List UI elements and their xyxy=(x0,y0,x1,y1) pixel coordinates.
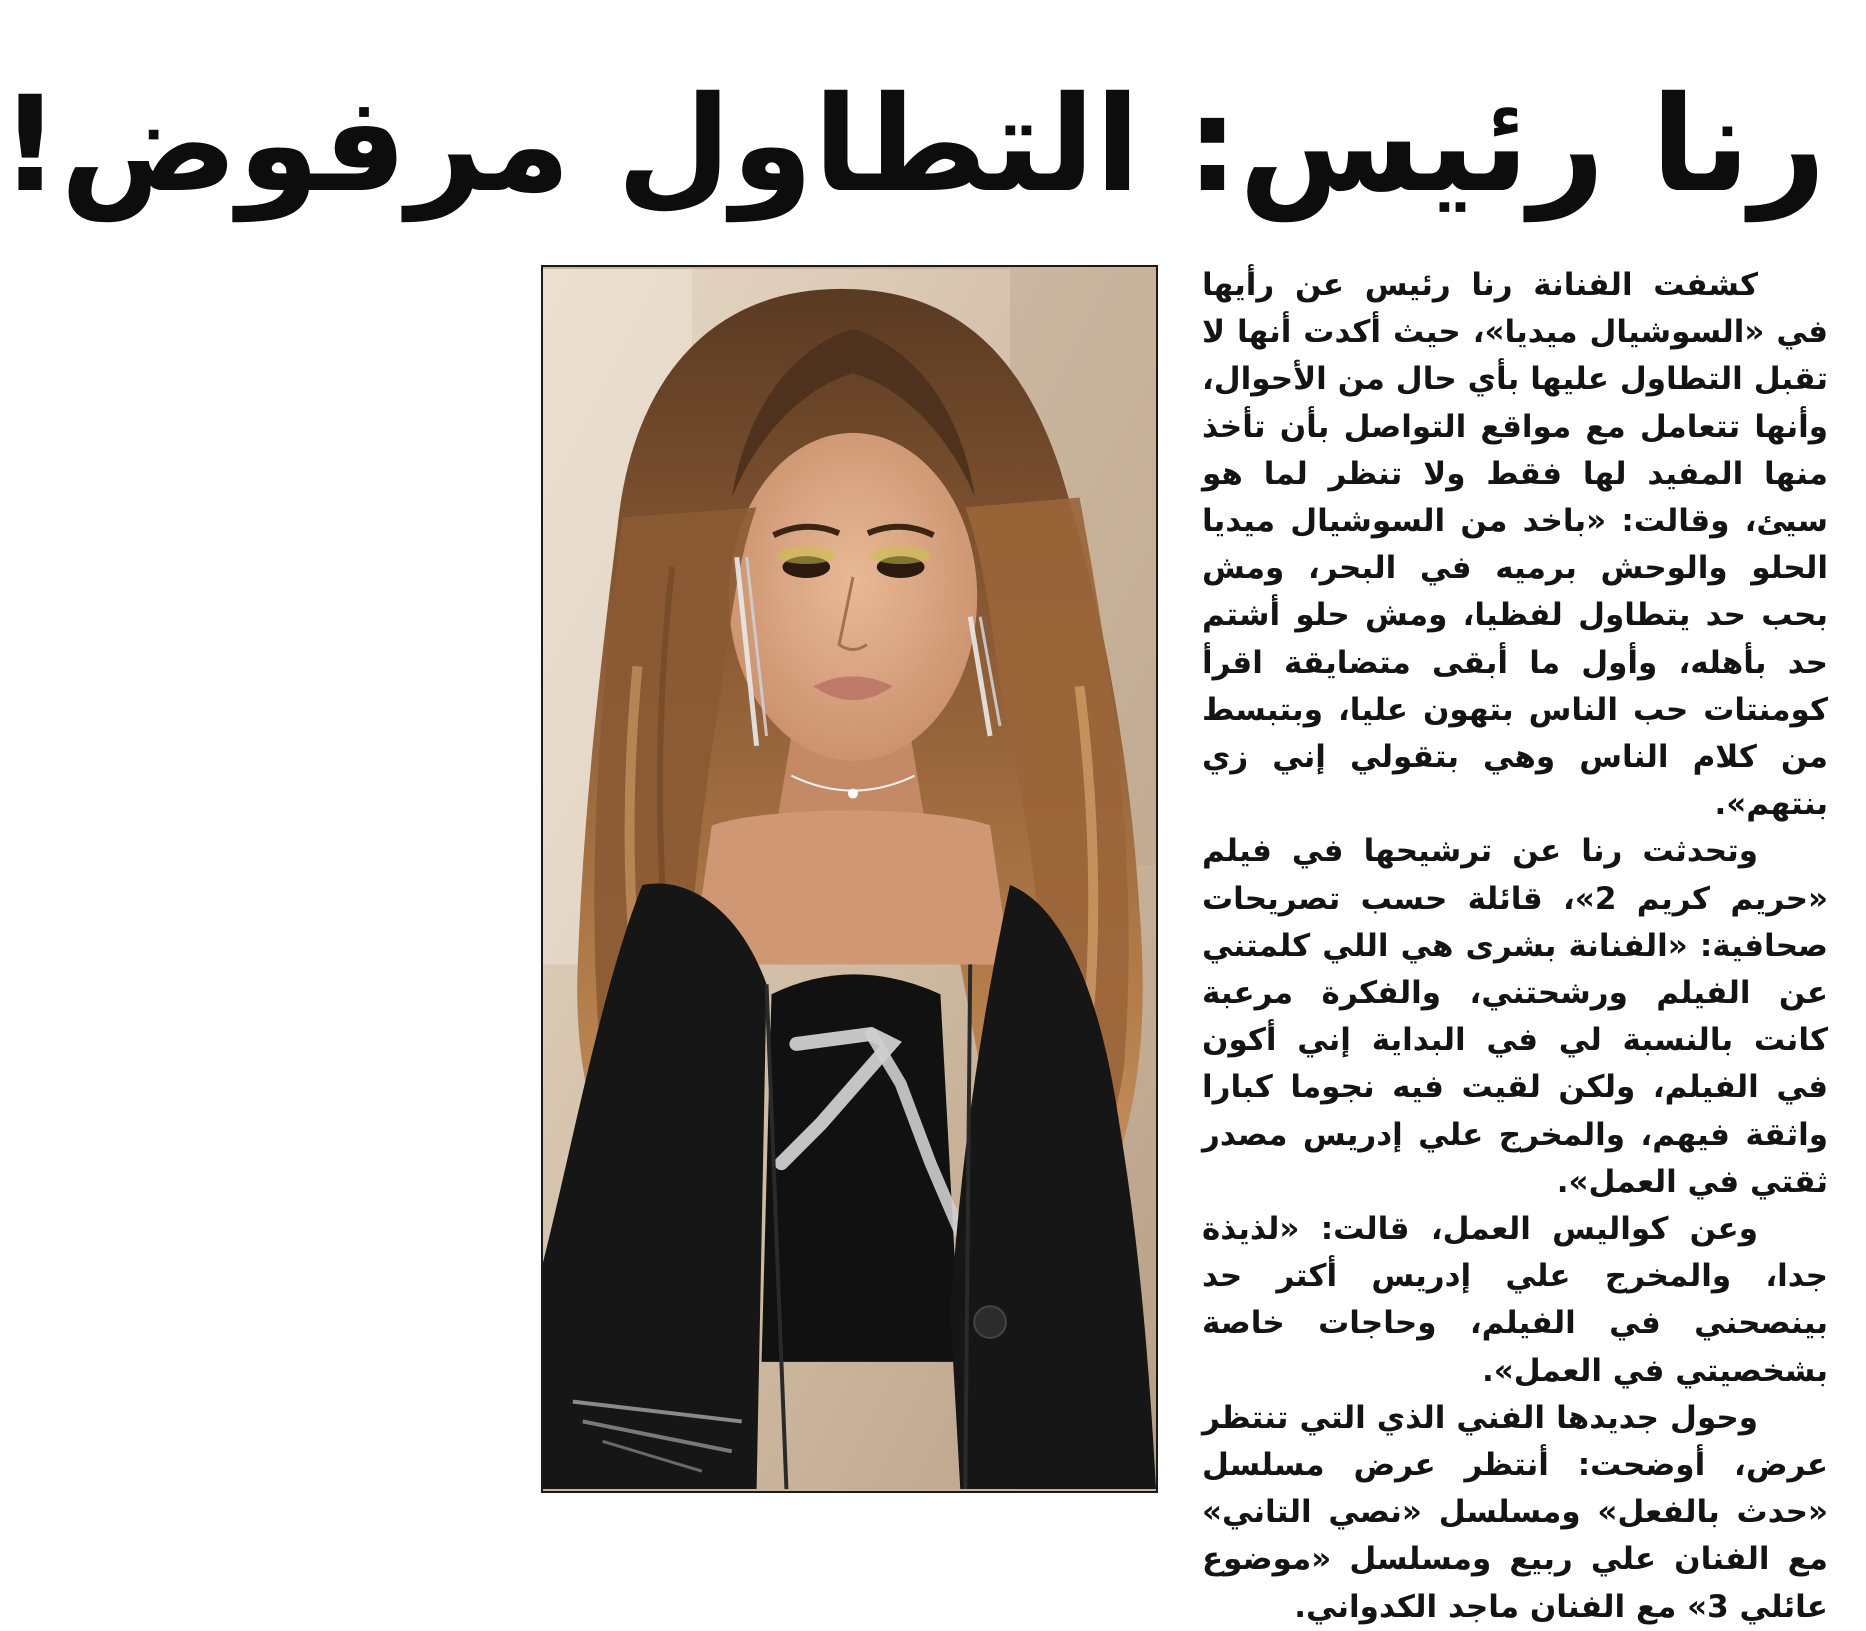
face xyxy=(729,433,977,761)
portrait-illustration xyxy=(543,267,1156,1491)
paragraph-upcoming-work: وحول جديدها الفني الذي التي تنتظر عرض، أوضحت: أنتظر عرض مسلسل «حدث بالفعل» ومسلسل «نصي التاني» مع الفنان علي ربيع ومسلسل «موضوع عائلي 3» مع الفنان ماجد الكدواني. xyxy=(1202,1399,1828,1625)
portrait-photo xyxy=(541,265,1158,1493)
paragraph-film-nomination: وتحدثت رنا عن ترشيحها في فيلم «حريم كريم 2»، قائلة حسب تصريحات صحافية: «الفنانة بشرى هي اللي كلمتني عن الفيلم ورشحتني، والفكرة مرعبة كانت بالنسبة لي في البداية إني أكون في الفيلم، ولكن لقيت فيه نجوما كبارا واثقة فيهم، والمخرج علي إدريس مصدر ثقتي في العمل». xyxy=(1202,833,1828,1200)
paragraph-social-media: كشفت الفنانة رنا رئيس عن رأيها في «السوشيال ميديا»، حيث أكدت أنها لا تقبل التطاول عليها بأي حال من الأحوال، وأنها تتعامل مع مواقع التواصل بأن تأخذ منها المفيد لها فقط ولا تنظر لما هو سيئ، وقالت: «باخد من السوشيال ميديا الحلو والوحش برميه في البحر، ومش بحب حد يتطاول لفظيا، ومش حلو أشتم حد بأهله، وأول ما أبقى متضايقة اقرأ كومنتات حب الناس بتهون عليا، وبتبسط من كلام الناس وهي بتقولي إني زي بنتهم». xyxy=(1202,267,1828,823)
jacket-button xyxy=(974,1306,1006,1338)
paragraph-behind-scenes: وعن كواليس العمل، قالت: «لذيذة جدا، والمخرج علي إدريس أكتر حد بينصحني في الفيلم، وحاجات خاصة بشخصيتي في العمل». xyxy=(1202,1211,1828,1389)
necklace-pendant xyxy=(848,789,858,799)
headline: رنا رئيس: التطاول مرفوض! xyxy=(0,68,1826,222)
article-body xyxy=(1202,262,1828,1625)
